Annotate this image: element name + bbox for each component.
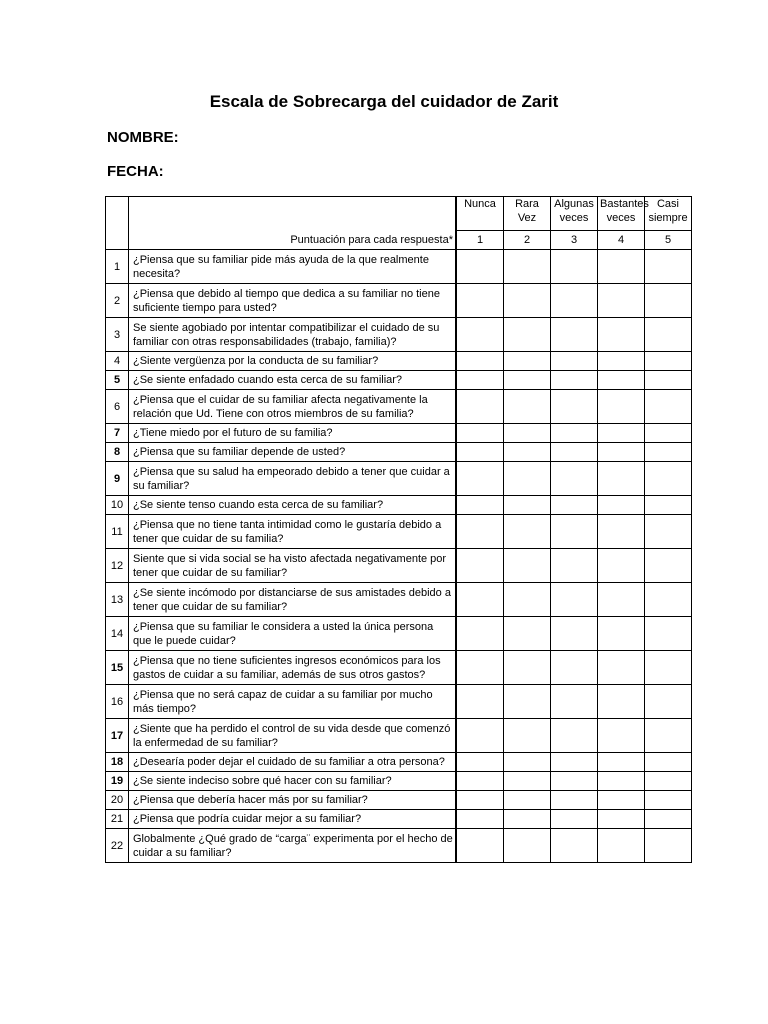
question-row bbox=[106, 515, 692, 549]
question-row bbox=[106, 810, 692, 829]
question-text: Globalmente ¿Qué grado de “carga¨ experimenta por el hecho de cuidar a su familiar? bbox=[129, 829, 457, 863]
question-text: Se siente agobiado por intentar compatibilizar el cuidado de su familiar con otras responsabilidades (trabajo, familia)? bbox=[129, 318, 457, 352]
answer-cell[interactable] bbox=[598, 810, 645, 829]
question-row bbox=[106, 496, 692, 515]
answer-cell[interactable] bbox=[598, 583, 645, 617]
answer-cell[interactable] bbox=[504, 371, 551, 390]
score-value: 1 bbox=[456, 231, 504, 250]
question-row bbox=[106, 685, 692, 719]
answer-cell[interactable] bbox=[645, 371, 692, 390]
scores-label: Puntuación para cada respuesta* bbox=[129, 231, 457, 250]
question-row bbox=[106, 772, 692, 791]
page-title: Escala de Sobrecarga del cuidador de Zarit bbox=[209, 92, 559, 111]
answer-cell[interactable] bbox=[504, 791, 551, 810]
answer-cell[interactable] bbox=[598, 371, 645, 390]
answer-cell[interactable] bbox=[645, 443, 692, 462]
question-row bbox=[106, 617, 692, 651]
answer-cell[interactable] bbox=[504, 829, 551, 863]
question-text: ¿Piensa que no será capaz de cuidar a su familiar por mucho más tiempo? bbox=[129, 685, 457, 719]
answer-cell[interactable] bbox=[645, 390, 692, 424]
answer-cell[interactable] bbox=[645, 284, 692, 318]
answer-cell[interactable] bbox=[551, 424, 598, 443]
answer-cell[interactable] bbox=[551, 617, 598, 651]
answer-cell[interactable] bbox=[645, 352, 692, 371]
question-number: 12 bbox=[106, 549, 129, 583]
answer-cell[interactable] bbox=[598, 250, 645, 284]
answer-cell[interactable] bbox=[456, 685, 504, 719]
answer-cell[interactable] bbox=[456, 250, 504, 284]
question-row bbox=[106, 651, 692, 685]
question-number: 8 bbox=[106, 443, 129, 462]
answer-cell[interactable] bbox=[504, 753, 551, 772]
answer-cell[interactable] bbox=[551, 284, 598, 318]
question-number: 16 bbox=[106, 685, 129, 719]
answer-cell[interactable] bbox=[504, 390, 551, 424]
answer-cell[interactable] bbox=[645, 424, 692, 443]
question-text: ¿Tiene miedo por el futuro de su familia? bbox=[129, 424, 457, 443]
question-text: ¿Piensa que podría cuidar mejor a su familiar? bbox=[129, 810, 457, 829]
answer-cell[interactable] bbox=[456, 443, 504, 462]
answer-cell[interactable] bbox=[504, 549, 551, 583]
answer-cell[interactable] bbox=[456, 651, 504, 685]
column-header: Rara Vez bbox=[504, 197, 551, 231]
answer-cell[interactable] bbox=[551, 829, 598, 863]
question-number: 9 bbox=[106, 462, 129, 496]
question-number: 4 bbox=[106, 352, 129, 371]
question-text: ¿Piensa que no tiene suficientes ingresos económicos para los gastos de cuidar a su familiar, además de sus otros gastos? bbox=[129, 651, 457, 685]
answer-cell[interactable] bbox=[598, 318, 645, 352]
question-row bbox=[106, 371, 692, 390]
header-blank-question bbox=[129, 197, 457, 231]
question-text: ¿Piensa que debería hacer más por su familiar? bbox=[129, 791, 457, 810]
answer-cell[interactable] bbox=[456, 515, 504, 549]
answer-cell[interactable] bbox=[456, 318, 504, 352]
answer-cell[interactable] bbox=[551, 810, 598, 829]
answer-cell[interactable] bbox=[504, 515, 551, 549]
question-row bbox=[106, 284, 692, 318]
answer-cell[interactable] bbox=[598, 443, 645, 462]
answer-cell[interactable] bbox=[598, 549, 645, 583]
answer-cell[interactable] bbox=[598, 390, 645, 424]
question-number: 18 bbox=[106, 753, 129, 772]
answer-cell[interactable] bbox=[504, 685, 551, 719]
answer-cell[interactable] bbox=[645, 753, 692, 772]
answer-cell[interactable] bbox=[504, 284, 551, 318]
answer-cell[interactable] bbox=[456, 791, 504, 810]
answer-cell[interactable] bbox=[551, 443, 598, 462]
answer-cell[interactable] bbox=[551, 651, 598, 685]
question-text: ¿Piensa que su familiar depende de usted? bbox=[129, 443, 457, 462]
column-header: Bastantes veces bbox=[598, 197, 645, 231]
question-text: ¿Piensa que su familiar pide más ayuda de la que realmente necesita? bbox=[129, 250, 457, 284]
answer-cell[interactable] bbox=[504, 651, 551, 685]
question-text: ¿Se siente indeciso sobre qué hacer con su familiar? bbox=[129, 772, 457, 791]
question-number: 20 bbox=[106, 791, 129, 810]
answer-cell[interactable] bbox=[504, 496, 551, 515]
question-text: ¿Se siente tenso cuando esta cerca de su familiar? bbox=[129, 496, 457, 515]
answer-cell[interactable] bbox=[504, 443, 551, 462]
question-text: Siente que si vida social se ha visto afectada negativamente por tener que cuidar de su familiar? bbox=[129, 549, 457, 583]
answer-cell[interactable] bbox=[551, 791, 598, 810]
answer-cell[interactable] bbox=[598, 284, 645, 318]
answer-cell[interactable] bbox=[598, 462, 645, 496]
score-value: 2 bbox=[504, 231, 551, 250]
question-number: 13 bbox=[106, 583, 129, 617]
answer-cell[interactable] bbox=[645, 583, 692, 617]
question-row bbox=[106, 250, 692, 284]
answer-cell[interactable] bbox=[456, 496, 504, 515]
score-value: 4 bbox=[598, 231, 645, 250]
answer-cell[interactable] bbox=[645, 549, 692, 583]
answer-cell[interactable] bbox=[645, 772, 692, 791]
question-text: ¿Piensa que no tiene tanta intimidad como le gustaría debido a tener que cuidar de su familia? bbox=[129, 515, 457, 549]
column-header: Nunca bbox=[456, 197, 504, 231]
answer-cell[interactable] bbox=[456, 390, 504, 424]
question-row bbox=[106, 753, 692, 772]
score-row bbox=[106, 231, 692, 250]
question-number: 14 bbox=[106, 617, 129, 651]
question-text: ¿Siente que ha perdido el control de su vida desde que comenzó la enfermedad de su familiar? bbox=[129, 719, 457, 753]
answer-cell[interactable] bbox=[645, 462, 692, 496]
answer-cell[interactable] bbox=[551, 685, 598, 719]
column-header-row bbox=[106, 197, 692, 231]
question-number: 22 bbox=[106, 829, 129, 863]
question-number: 10 bbox=[106, 496, 129, 515]
question-row bbox=[106, 549, 692, 583]
answer-cell[interactable] bbox=[504, 719, 551, 753]
answer-cell[interactable] bbox=[551, 371, 598, 390]
answer-cell[interactable] bbox=[456, 352, 504, 371]
question-row bbox=[106, 443, 692, 462]
question-number: 1 bbox=[106, 250, 129, 284]
answer-cell[interactable] bbox=[598, 515, 645, 549]
answer-cell[interactable] bbox=[504, 250, 551, 284]
question-number: 3 bbox=[106, 318, 129, 352]
answer-cell[interactable] bbox=[456, 284, 504, 318]
question-row bbox=[106, 583, 692, 617]
answer-cell[interactable] bbox=[645, 515, 692, 549]
answer-cell[interactable] bbox=[456, 371, 504, 390]
answer-cell[interactable] bbox=[551, 462, 598, 496]
question-row bbox=[106, 352, 692, 371]
question-text: ¿Piensa que debido al tiempo que dedica a su familiar no tiene suficiente tiempo para usted? bbox=[129, 284, 457, 318]
answer-cell[interactable] bbox=[504, 772, 551, 791]
answer-cell[interactable] bbox=[456, 424, 504, 443]
answer-cell[interactable] bbox=[551, 772, 598, 791]
answer-cell[interactable] bbox=[456, 583, 504, 617]
answer-cell[interactable] bbox=[456, 719, 504, 753]
answer-cell[interactable] bbox=[645, 250, 692, 284]
answer-cell[interactable] bbox=[551, 352, 598, 371]
question-text: ¿Piensa que su salud ha empeorado debido a tener que cuidar a su familiar? bbox=[129, 462, 457, 496]
answer-cell[interactable] bbox=[645, 496, 692, 515]
answer-cell[interactable] bbox=[551, 390, 598, 424]
question-row bbox=[106, 424, 692, 443]
answer-cell[interactable] bbox=[456, 462, 504, 496]
answer-cell[interactable] bbox=[456, 772, 504, 791]
answer-cell[interactable] bbox=[504, 352, 551, 371]
answer-cell[interactable] bbox=[598, 829, 645, 863]
answer-cell[interactable] bbox=[645, 791, 692, 810]
fecha-label: FECHA: bbox=[107, 163, 164, 180]
answer-cell[interactable] bbox=[456, 617, 504, 651]
answer-cell[interactable] bbox=[598, 424, 645, 443]
answer-cell[interactable] bbox=[598, 772, 645, 791]
answer-cell[interactable] bbox=[645, 617, 692, 651]
nombre-label: NOMBRE: bbox=[107, 129, 179, 146]
answer-cell[interactable] bbox=[598, 651, 645, 685]
zarit-table bbox=[105, 196, 692, 863]
answer-cell[interactable] bbox=[551, 496, 598, 515]
answer-cell[interactable] bbox=[598, 753, 645, 772]
answer-cell[interactable] bbox=[504, 318, 551, 352]
answer-cell[interactable] bbox=[645, 829, 692, 863]
question-text: ¿Se siente enfadado cuando esta cerca de su familiar? bbox=[129, 371, 457, 390]
score-value: 5 bbox=[645, 231, 692, 250]
answer-cell[interactable] bbox=[551, 549, 598, 583]
question-text: ¿Siente vergüenza por la conducta de su familiar? bbox=[129, 352, 457, 371]
answer-cell[interactable] bbox=[456, 810, 504, 829]
answer-cell[interactable] bbox=[645, 719, 692, 753]
question-text: ¿Piensa que el cuidar de su familiar afecta negativamente la relación que Ud. Tiene con otros miembros de su familia? bbox=[129, 390, 457, 424]
answer-cell[interactable] bbox=[645, 810, 692, 829]
question-row bbox=[106, 829, 692, 863]
answer-cell[interactable] bbox=[645, 651, 692, 685]
question-row bbox=[106, 318, 692, 352]
answer-cell[interactable] bbox=[645, 318, 692, 352]
answer-cell[interactable] bbox=[504, 424, 551, 443]
answer-cell[interactable] bbox=[504, 617, 551, 651]
question-number: 19 bbox=[106, 772, 129, 791]
answer-cell[interactable] bbox=[504, 462, 551, 496]
answer-cell[interactable] bbox=[551, 318, 598, 352]
question-row bbox=[106, 719, 692, 753]
question-text: ¿Piensa que su familiar le considera a usted la única persona que le puede cuidar? bbox=[129, 617, 457, 651]
answer-cell[interactable] bbox=[551, 753, 598, 772]
question-number: 2 bbox=[106, 284, 129, 318]
answer-cell[interactable] bbox=[551, 583, 598, 617]
answer-cell[interactable] bbox=[598, 719, 645, 753]
question-text: ¿Se siente incómodo por distanciarse de sus amistades debido a tener que cuidar de su familiar? bbox=[129, 583, 457, 617]
answer-cell[interactable] bbox=[551, 250, 598, 284]
score-value: 3 bbox=[551, 231, 598, 250]
column-header: Casi siempre bbox=[645, 197, 692, 231]
column-header: Algunas veces bbox=[551, 197, 598, 231]
question-row bbox=[106, 462, 692, 496]
answer-cell[interactable] bbox=[551, 719, 598, 753]
question-number: 17 bbox=[106, 719, 129, 753]
answer-cell[interactable] bbox=[598, 685, 645, 719]
question-row bbox=[106, 791, 692, 810]
answer-cell[interactable] bbox=[456, 753, 504, 772]
question-number: 7 bbox=[106, 424, 129, 443]
header-blank-num bbox=[106, 197, 129, 231]
question-row bbox=[106, 390, 692, 424]
score-blank bbox=[106, 231, 129, 250]
answer-cell[interactable] bbox=[504, 810, 551, 829]
answer-cell[interactable] bbox=[598, 617, 645, 651]
question-text: ¿Desearía poder dejar el cuidado de su familiar a otra persona? bbox=[129, 753, 457, 772]
answer-cell[interactable] bbox=[598, 352, 645, 371]
answer-cell[interactable] bbox=[551, 515, 598, 549]
answer-cell[interactable] bbox=[598, 791, 645, 810]
question-number: 15 bbox=[106, 651, 129, 685]
answer-cell[interactable] bbox=[504, 583, 551, 617]
answer-cell[interactable] bbox=[598, 496, 645, 515]
question-number: 11 bbox=[106, 515, 129, 549]
question-number: 21 bbox=[106, 810, 129, 829]
question-number: 6 bbox=[106, 390, 129, 424]
answer-cell[interactable] bbox=[456, 829, 504, 863]
question-number: 5 bbox=[106, 371, 129, 390]
answer-cell[interactable] bbox=[645, 685, 692, 719]
answer-cell[interactable] bbox=[456, 549, 504, 583]
